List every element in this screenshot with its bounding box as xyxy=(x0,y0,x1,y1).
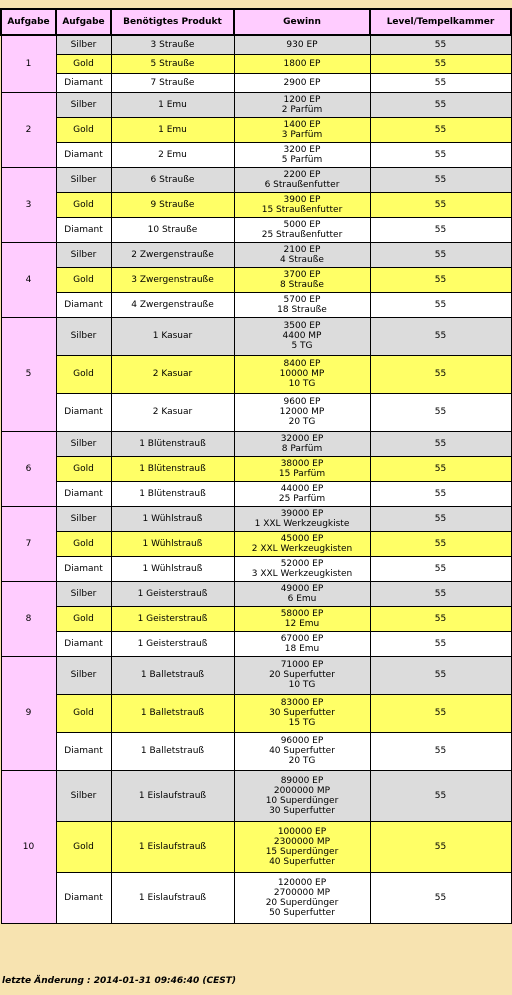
reward-line: 15 Superdünger xyxy=(265,846,339,857)
product-cell: 10 Strauße xyxy=(111,217,234,242)
tier-cell: Diamant xyxy=(56,631,111,656)
header-product: Benötigtes Produkt xyxy=(111,9,234,35)
product-cell: 2 Kasuar xyxy=(111,355,234,393)
product-cell: 2 Emu xyxy=(111,142,234,167)
level-cell: 55 xyxy=(370,656,511,694)
reward-line: 930 EP xyxy=(286,39,318,50)
reward-line: 3200 EP xyxy=(283,144,321,155)
reward-line: 120000 EP xyxy=(277,877,327,888)
reward-cell xyxy=(234,481,370,506)
level-cell: 55 xyxy=(370,770,511,821)
reward-line: 2200 EP xyxy=(283,169,321,180)
reward-line: 89000 EP xyxy=(280,775,324,786)
reward-line: 40 Superfutter xyxy=(269,746,335,756)
reward-line: 3 Parfüm xyxy=(281,129,323,140)
level-cell: 55 xyxy=(370,73,511,92)
tier-cell: Diamant xyxy=(56,481,111,506)
table-row xyxy=(1,217,511,242)
table-row xyxy=(1,192,511,217)
reward-line: 10 TG xyxy=(288,680,316,690)
level-cell: 55 xyxy=(370,556,511,581)
tier-cell: Gold xyxy=(56,821,111,872)
product-cell: 1 Blütenstrauß xyxy=(111,431,234,456)
reward-cell xyxy=(234,217,370,242)
reward-line: 3500 EP xyxy=(283,321,321,331)
reward-cell xyxy=(234,117,370,142)
reward-cell xyxy=(234,506,370,531)
level-cell: 55 xyxy=(370,35,511,54)
level-cell: 55 xyxy=(370,606,511,631)
aufgabe-number: 9 xyxy=(1,656,56,770)
table-row xyxy=(1,821,511,872)
reward-line: 18 Emu xyxy=(284,643,320,654)
reward-line: 20 TG xyxy=(288,417,316,427)
aufgabe-number: 10 xyxy=(1,770,56,923)
tier-cell: Diamant xyxy=(56,217,111,242)
table-row xyxy=(1,117,511,142)
reward-line: 100000 EP xyxy=(277,826,327,837)
reward-cell xyxy=(234,872,370,923)
table-row xyxy=(1,54,511,73)
reward-line: 50 Superfutter xyxy=(269,907,335,918)
table-row xyxy=(1,267,511,292)
reward-line: 2100 EP xyxy=(283,244,321,255)
reward-line: 25 Parfüm xyxy=(278,493,326,504)
tier-cell: Diamant xyxy=(56,732,111,770)
tier-cell: Silber xyxy=(56,770,111,821)
reward-line: 58000 EP xyxy=(280,608,324,619)
reward-line: 10 TG xyxy=(288,379,316,389)
reward-line: 2 XXL Werkzeugkisten xyxy=(251,543,353,554)
reward-line: 1800 EP xyxy=(283,58,321,69)
tier-cell: Silber xyxy=(56,317,111,355)
reward-line: 20 TG xyxy=(288,756,316,766)
table-row xyxy=(1,35,511,54)
reward-line: 1400 EP xyxy=(283,119,321,130)
reward-line: 5000 EP xyxy=(283,219,321,230)
level-cell: 55 xyxy=(370,431,511,456)
product-cell: 1 Wühlstrauß xyxy=(111,531,234,556)
reward-cell xyxy=(234,732,370,770)
reward-line: 8 Strauße xyxy=(280,279,324,290)
product-cell: 1 Blütenstrauß xyxy=(111,456,234,481)
tier-cell: Silber xyxy=(56,242,111,267)
aufgabe-number: 8 xyxy=(1,581,56,656)
tier-cell: Diamant xyxy=(56,73,111,92)
reward-cell xyxy=(234,631,370,656)
table-row xyxy=(1,393,511,431)
reward-cell xyxy=(234,770,370,821)
table-row xyxy=(1,531,511,556)
tier-cell: Silber xyxy=(56,431,111,456)
reward-line: 12000 MP xyxy=(279,407,325,417)
table-row xyxy=(1,431,511,456)
reward-cell xyxy=(234,694,370,732)
reward-line: 20 Superdünger xyxy=(265,897,339,908)
level-cell: 55 xyxy=(370,456,511,481)
level-cell: 55 xyxy=(370,217,511,242)
reward-line: 38000 EP xyxy=(280,458,324,469)
reward-line: 8400 EP xyxy=(283,359,321,369)
level-cell: 55 xyxy=(370,167,511,192)
product-cell: 1 Balletstrauß xyxy=(111,732,234,770)
table-row xyxy=(1,317,511,355)
reward-line: 1200 EP xyxy=(283,94,321,105)
table-row xyxy=(1,631,511,656)
header-aufgabe-num: Aufgabe xyxy=(1,9,56,35)
level-cell: 55 xyxy=(370,54,511,73)
reward-line: 6 Emu xyxy=(287,593,317,604)
tier-cell: Gold xyxy=(56,117,111,142)
reward-line: 2900 EP xyxy=(283,77,321,88)
reward-line: 32000 EP xyxy=(280,433,324,444)
reward-line: 52000 EP xyxy=(280,558,324,569)
table-row xyxy=(1,732,511,770)
aufgabe-number: 5 xyxy=(1,317,56,431)
reward-cell xyxy=(234,192,370,217)
product-cell: 1 Blütenstrauß xyxy=(111,481,234,506)
product-cell: 1 Emu xyxy=(111,92,234,117)
reward-line: 30 Superfutter xyxy=(269,805,335,816)
tier-cell: Silber xyxy=(56,35,111,54)
reward-line: 2 Parfüm xyxy=(281,104,323,115)
level-cell: 55 xyxy=(370,732,511,770)
reward-line: 39000 EP xyxy=(280,508,324,519)
table-row xyxy=(1,556,511,581)
product-cell: 1 Eislaufstrauß xyxy=(111,821,234,872)
product-cell: 9 Strauße xyxy=(111,192,234,217)
reward-line: 5 TG xyxy=(291,341,313,351)
product-cell: 1 Eislaufstrauß xyxy=(111,872,234,923)
reward-cell xyxy=(234,167,370,192)
reward-cell xyxy=(234,556,370,581)
reward-cell xyxy=(234,606,370,631)
header-row xyxy=(1,9,511,35)
reward-line: 15 Parfüm xyxy=(278,468,326,479)
table-row xyxy=(1,694,511,732)
reward-cell xyxy=(234,317,370,355)
reward-cell xyxy=(234,431,370,456)
level-cell: 55 xyxy=(370,292,511,317)
reward-line: 67000 EP xyxy=(280,633,324,644)
level-cell: 55 xyxy=(370,631,511,656)
table-row xyxy=(1,92,511,117)
aufgabe-number: 1 xyxy=(1,35,56,92)
tier-cell: Diamant xyxy=(56,142,111,167)
product-cell: 1 Eislaufstrauß xyxy=(111,770,234,821)
reward-line: 49000 EP xyxy=(280,583,324,594)
reward-cell xyxy=(234,142,370,167)
aufgabe-number: 3 xyxy=(1,167,56,242)
tier-cell: Gold xyxy=(56,267,111,292)
reward-line: 8 Parfüm xyxy=(281,443,323,454)
level-cell: 55 xyxy=(370,393,511,431)
reward-cell xyxy=(234,656,370,694)
aufgabe-number: 6 xyxy=(1,431,56,506)
level-cell: 55 xyxy=(370,142,511,167)
reward-line: 5700 EP xyxy=(283,294,321,305)
reward-line: 3 XXL Werkzeugkisten xyxy=(251,568,353,579)
reward-line: 45000 EP xyxy=(280,533,324,544)
reward-cell xyxy=(234,292,370,317)
table-row xyxy=(1,872,511,923)
tier-cell: Silber xyxy=(56,656,111,694)
table-row xyxy=(1,581,511,606)
tier-cell: Silber xyxy=(56,92,111,117)
level-cell: 55 xyxy=(370,317,511,355)
table-row xyxy=(1,355,511,393)
quest-table-body xyxy=(1,35,511,923)
reward-cell xyxy=(234,581,370,606)
reward-line: 15 Straußenfutter xyxy=(261,204,343,215)
table-row xyxy=(1,770,511,821)
reward-line: 25 Straußenfutter xyxy=(261,229,343,240)
table-row xyxy=(1,481,511,506)
product-cell: 1 Wühlstrauß xyxy=(111,556,234,581)
level-cell: 55 xyxy=(370,267,511,292)
reward-cell xyxy=(234,92,370,117)
aufgabe-number: 7 xyxy=(1,506,56,581)
reward-line: 40 Superfutter xyxy=(269,856,335,867)
header-reward: Gewinn xyxy=(234,9,370,35)
product-cell: 1 Geisterstrauß xyxy=(111,581,234,606)
reward-line: 83000 EP xyxy=(280,698,324,708)
reward-cell xyxy=(234,73,370,92)
product-cell: 1 Wühlstrauß xyxy=(111,506,234,531)
reward-line: 96000 EP xyxy=(280,736,324,746)
table-row xyxy=(1,656,511,694)
table-row xyxy=(1,506,511,531)
reward-cell xyxy=(234,531,370,556)
table-row xyxy=(1,292,511,317)
product-cell: 1 Geisterstrauß xyxy=(111,606,234,631)
product-cell: 4 Zwergenstrauße xyxy=(111,292,234,317)
last-change-note: letzte Änderung : 2014-01-31 09:46:40 (CEST) xyxy=(2,976,236,986)
reward-line: 3900 EP xyxy=(283,194,321,205)
reward-line: 12 Emu xyxy=(284,618,320,629)
level-cell: 55 xyxy=(370,355,511,393)
reward-line: 15 TG xyxy=(288,718,316,728)
product-cell: 7 Strauße xyxy=(111,73,234,92)
reward-line: 1 XXL Werkzeugkiste xyxy=(254,518,350,529)
reward-line: 2000000 MP xyxy=(273,785,331,796)
table-row xyxy=(1,242,511,267)
tier-cell: Gold xyxy=(56,54,111,73)
table-row xyxy=(1,167,511,192)
reward-line: 4 Strauße xyxy=(280,254,324,265)
level-cell: 55 xyxy=(370,872,511,923)
reward-line: 2700000 MP xyxy=(273,887,331,898)
tier-cell: Diamant xyxy=(56,393,111,431)
reward-line: 10 Superdünger xyxy=(265,795,339,806)
product-cell: 2 Zwergenstrauße xyxy=(111,242,234,267)
quest-table xyxy=(0,8,512,924)
reward-line: 3700 EP xyxy=(283,269,321,280)
table-row xyxy=(1,606,511,631)
product-cell: 3 Zwergenstrauße xyxy=(111,267,234,292)
level-cell: 55 xyxy=(370,531,511,556)
tier-cell: Gold xyxy=(56,531,111,556)
level-cell: 55 xyxy=(370,821,511,872)
product-cell: 1 Kasuar xyxy=(111,317,234,355)
product-cell: 1 Emu xyxy=(111,117,234,142)
reward-cell xyxy=(234,393,370,431)
reward-cell xyxy=(234,267,370,292)
level-cell: 55 xyxy=(370,506,511,531)
tier-cell: Gold xyxy=(56,606,111,631)
reward-cell xyxy=(234,242,370,267)
product-cell: 6 Strauße xyxy=(111,167,234,192)
tier-cell: Diamant xyxy=(56,872,111,923)
reward-line: 9600 EP xyxy=(283,397,321,407)
tier-cell: Silber xyxy=(56,167,111,192)
reward-cell xyxy=(234,821,370,872)
table-row xyxy=(1,456,511,481)
reward-line: 30 Superfutter xyxy=(269,708,335,718)
reward-line: 18 Strauße xyxy=(277,304,327,315)
level-cell: 55 xyxy=(370,242,511,267)
product-cell: 5 Strauße xyxy=(111,54,234,73)
reward-line: 71000 EP xyxy=(280,660,324,670)
tier-cell: Gold xyxy=(56,355,111,393)
tier-cell: Gold xyxy=(56,694,111,732)
reward-line: 20 Superfutter xyxy=(269,670,335,680)
product-cell: 3 Strauße xyxy=(111,35,234,54)
product-cell: 1 Geisterstrauß xyxy=(111,631,234,656)
reward-cell xyxy=(234,456,370,481)
tier-cell: Diamant xyxy=(56,292,111,317)
product-cell: 1 Balletstrauß xyxy=(111,656,234,694)
reward-cell xyxy=(234,35,370,54)
level-cell: 55 xyxy=(370,581,511,606)
aufgabe-number: 4 xyxy=(1,242,56,317)
level-cell: 55 xyxy=(370,694,511,732)
header-level: Level/Tempelkammer xyxy=(370,9,511,35)
table-row xyxy=(1,73,511,92)
reward-line: 44000 EP xyxy=(280,483,324,494)
product-cell: 2 Kasuar xyxy=(111,393,234,431)
tier-cell: Gold xyxy=(56,456,111,481)
header-aufgabe-tier: Aufgabe xyxy=(56,9,111,35)
tier-cell: Gold xyxy=(56,192,111,217)
reward-line: 4400 MP xyxy=(282,331,322,341)
level-cell: 55 xyxy=(370,92,511,117)
level-cell: 55 xyxy=(370,481,511,506)
tier-cell: Silber xyxy=(56,581,111,606)
reward-cell xyxy=(234,355,370,393)
reward-line: 10000 MP xyxy=(279,369,325,379)
reward-line: 5 Parfüm xyxy=(281,154,323,165)
reward-line: 2300000 MP xyxy=(273,836,331,847)
table-row xyxy=(1,142,511,167)
product-cell: 1 Balletstrauß xyxy=(111,694,234,732)
reward-line: 6 Straußenfutter xyxy=(264,179,340,190)
level-cell: 55 xyxy=(370,117,511,142)
tier-cell: Diamant xyxy=(56,556,111,581)
aufgabe-number: 2 xyxy=(1,92,56,167)
reward-cell xyxy=(234,54,370,73)
level-cell: 55 xyxy=(370,192,511,217)
tier-cell: Silber xyxy=(56,506,111,531)
